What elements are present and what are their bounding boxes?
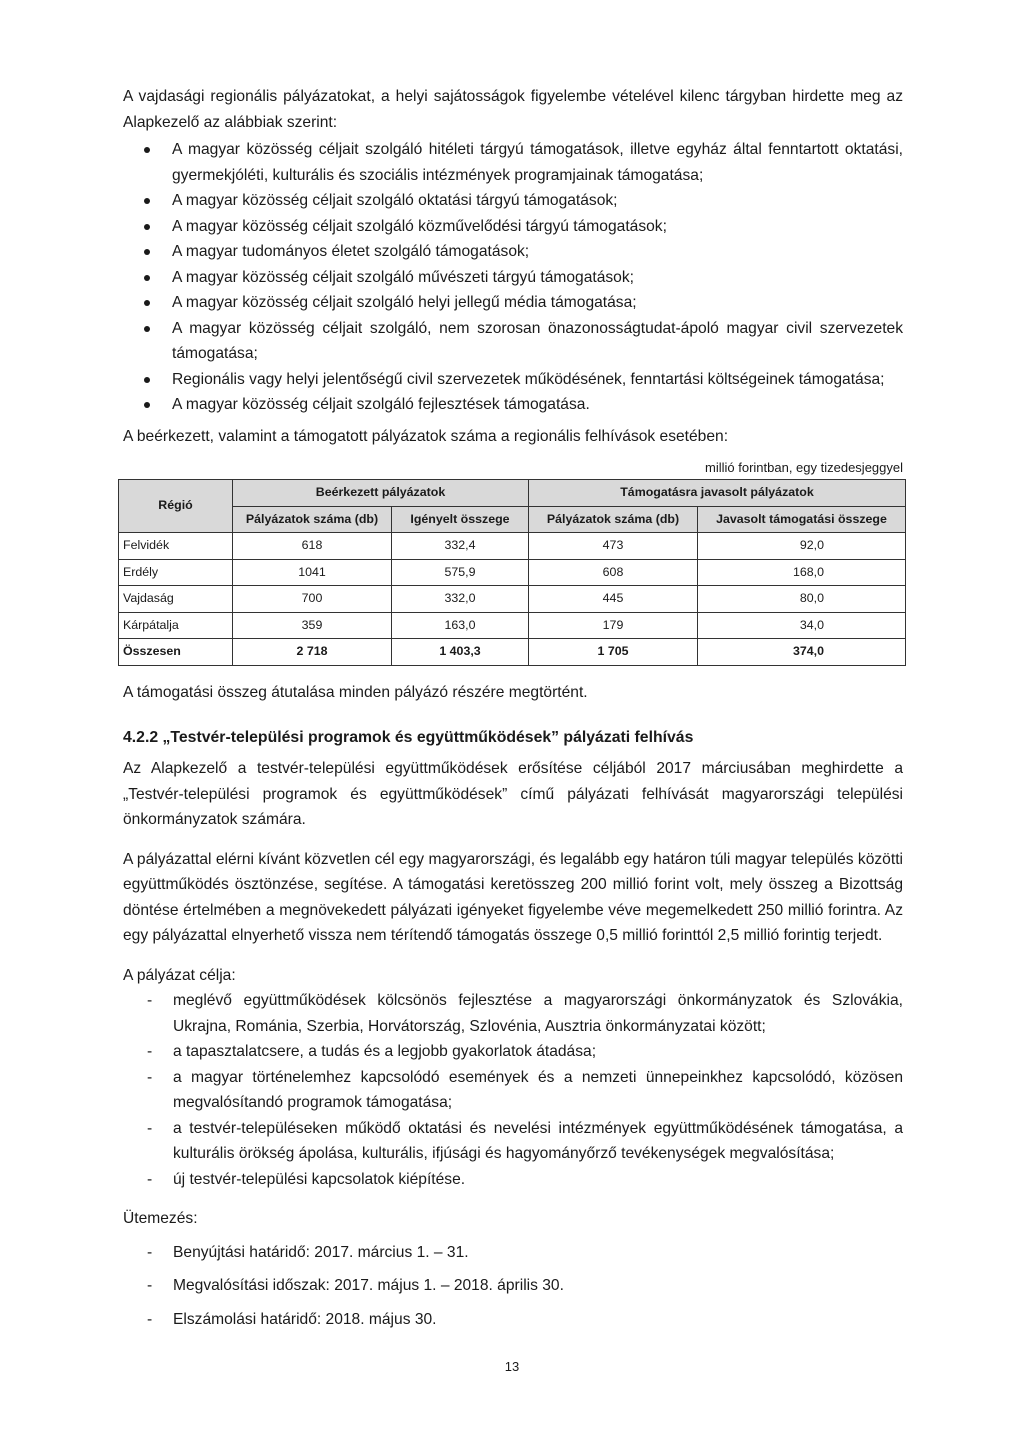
- header-supported-count: Pályázatok száma (db): [529, 506, 698, 533]
- cell-total-requested-amount: 1 403,3: [392, 639, 529, 666]
- section-paragraph-2: A pályázattal elérni kívánt közvetlen cél egy magyarországi, és legalább egy határon túli magyar település közötti együttműködés ösztönzése, segítése. A támogatási keretösszeg 200 millió forint volt, mely összeg a Bizottság döntése értelmében a megnövekedett pályázati igényeket figyelembe véve megemelkedett 250 millió forintra. Az egy pályázattal elnyerhető vissza nem térítendő támogatás összege 0,5 millió forinttól 2,5 millió forintig terjedt.: [123, 850, 903, 944]
- cell-requested-amount: 575,9: [392, 559, 529, 586]
- topic-item: A magyar közösség céljait szolgáló helyi jellegű média támogatása;: [123, 290, 903, 316]
- cell-region: Kárpátalja: [119, 612, 233, 639]
- schedule-label: Ütemezés:: [123, 1210, 198, 1227]
- cell-received-count: 700: [233, 586, 392, 613]
- header-supported-group: Támogatásra javasolt pályázatok: [529, 480, 906, 507]
- header-received-count: Pályázatok száma (db): [233, 506, 392, 533]
- cell-proposed-amount: 168,0: [698, 559, 906, 586]
- goal-item: - új testvér-települési kapcsolatok kiépítése.: [123, 1167, 903, 1193]
- cell-requested-amount: 332,4: [392, 533, 529, 560]
- schedule-item: - Megvalósítási időszak: 2017. május 1. – 2018. április 30.: [123, 1273, 903, 1299]
- cell-received-count: 359: [233, 612, 392, 639]
- goal-item: - a testvér-településeken működő oktatási és nevelési intézmények együttműködésének támogatása, a kulturális örökség ápolása, kulturális, ifjúsági és hagyományőrző tevékenységek megvalósítása;: [123, 1116, 903, 1167]
- cell-total-supported-count: 1 705: [529, 639, 698, 666]
- cell-received-count: 618: [233, 533, 392, 560]
- cell-total-proposed-amount: 374,0: [698, 639, 906, 666]
- cell-requested-amount: 163,0: [392, 612, 529, 639]
- schedule-item: - Benyújtási határidő: 2017. március 1. – 31.: [123, 1240, 903, 1266]
- page-content: [123, 84, 903, 1332]
- topic-item: A magyar közösség céljait szolgáló oktatási tárgyú támogatások;: [123, 188, 903, 214]
- cell-total-label: Összesen: [119, 639, 233, 666]
- topic-item: Regionális vagy helyi jelentőségű civil szervezetek működésének, fenntartási költségeinek támogatása;: [123, 367, 903, 393]
- cell-supported-count: 608: [529, 559, 698, 586]
- topic-item: A magyar tudományos életet szolgáló támogatások;: [123, 239, 903, 265]
- table-row: [119, 559, 906, 586]
- table-row: [119, 612, 906, 639]
- header-region: Régió: [119, 480, 233, 533]
- intro-paragraph: A vajdasági regionális pályázatokat, a helyi sajátosságok figyelembe vételével kilenc tárgyban hirdette meg az Alapkezelő az alábbiak szerint:: [123, 88, 903, 131]
- cell-total-received-count: 2 718: [233, 639, 392, 666]
- transfer-note: A támogatási összeg átutalása minden pályázó részére megtörtént.: [123, 683, 588, 701]
- cell-proposed-amount: 80,0: [698, 586, 906, 613]
- goals-list: [123, 988, 903, 1192]
- topic-item: A magyar közösség céljait szolgáló fejlesztések támogatása.: [123, 392, 903, 418]
- header-received-group: Beérkezett pályázatok: [233, 480, 529, 507]
- regional-applications-table: [118, 479, 906, 666]
- table-row: [119, 586, 906, 613]
- header-proposed-amount: Javasolt támogatási összege: [698, 506, 906, 533]
- cell-region: Erdély: [119, 559, 233, 586]
- page-number: 13: [504, 1359, 520, 1374]
- table-row: [119, 533, 906, 560]
- topic-item: A magyar közösség céljait szolgáló hitéleti tárgyú támogatások, illetve egyház által fenntartott oktatási, gyermekjóléti, kulturális és szociális intézmények programjainak támogatása;: [123, 137, 903, 188]
- table-unit-note: millió forintban, egy tizedesjeggyel: [705, 460, 903, 475]
- schedule-list: [123, 1240, 903, 1333]
- section-paragraph-1: Az Alapkezelő a testvér-települési együttműködések erősítése céljából 2017 márciusában meghirdette a „Testvér-települési programok és együttműködések” című pályázati felhívását magyarországi települési önkormányzatok számára.: [123, 760, 903, 828]
- cell-supported-count: 179: [529, 612, 698, 639]
- cell-proposed-amount: 34,0: [698, 612, 906, 639]
- schedule-item: - Elszámolási határidő: 2018. május 30.: [123, 1307, 903, 1333]
- cell-received-count: 1041: [233, 559, 392, 586]
- goals-label: A pályázat célja:: [123, 966, 236, 984]
- topic-item: A magyar közösség céljait szolgáló művészeti tárgyú támogatások;: [123, 265, 903, 291]
- topic-item: A magyar közösség céljait szolgáló közművelődési tárgyú támogatások;: [123, 214, 903, 240]
- header-requested-amount: Igényelt összege: [392, 506, 529, 533]
- cell-region: Felvidék: [119, 533, 233, 560]
- cell-proposed-amount: 92,0: [698, 533, 906, 560]
- goal-item: - a tapasztalatcsere, a tudás és a legjobb gyakorlatok átadása;: [123, 1039, 903, 1065]
- topic-list: [123, 137, 903, 418]
- topic-item: A magyar közösség céljait szolgáló, nem szorosan önazonosságtudat-ápoló magyar civil szervezetek támogatása;: [123, 316, 903, 367]
- cell-requested-amount: 332,0: [392, 586, 529, 613]
- cell-supported-count: 473: [529, 533, 698, 560]
- section-heading: 4.2.2 „Testvér-települési programok és együttműködések” pályázati felhívás: [123, 729, 694, 746]
- goal-item: - meglévő együttműködések kölcsönös fejlesztése a magyarországi önkormányzatok és Szlovákia, Ukrajna, Románia, Szerbia, Horvátország, Szlovénia, Ausztria önkormányzatai között;: [123, 988, 903, 1039]
- cell-region: Vajdaság: [119, 586, 233, 613]
- table-total-row: [119, 639, 906, 666]
- cell-supported-count: 445: [529, 586, 698, 613]
- table-intro: A beérkezett, valamint a támogatott pályázatok száma a regionális felhívások esetében:: [123, 427, 729, 445]
- goal-item: - a magyar történelemhez kapcsolódó események és a nemzeti ünnepeinkhez kapcsolódó, közösen megvalósítandó programok támogatása;: [123, 1065, 903, 1116]
